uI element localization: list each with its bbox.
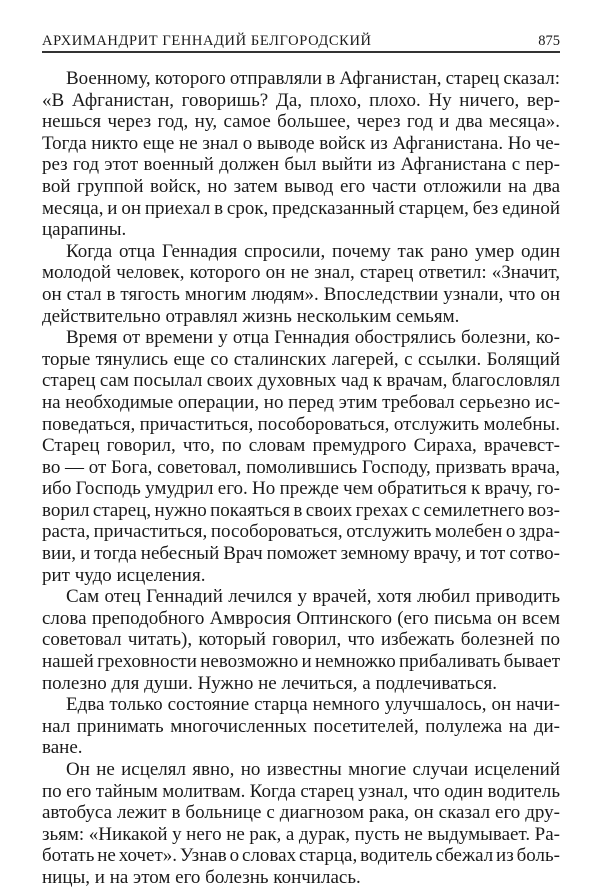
- text-line: он стал в тягость многим людям». Впоследствии узнали, что он: [42, 283, 560, 305]
- text-line: рит чудо исцеления.: [42, 564, 206, 586]
- text-line: на необходимые операции, но перед этим требовал серьезно ис-: [42, 391, 560, 413]
- running-title: АРХИМАНДРИТ ГЕННАДИЙ БЕЛГОРОДСКИЙ: [42, 33, 372, 49]
- text-line: ницы, и на этом его болезнь кончилась.: [42, 866, 361, 888]
- text-line: молодой человек, которого он не знал, старец ответил: «Значит,: [42, 262, 560, 284]
- text-line: зьям: «Никакой у него не рак, а дурак, пусть не выдумывает. Ра-: [42, 823, 560, 845]
- text-line: Он не исцелял явно, но известны многие случаи исцелений: [66, 759, 560, 780]
- page-number: 875: [538, 33, 560, 49]
- text-line: месяца, и он приехал в срок, предсказанный старцем, без единой: [42, 197, 560, 219]
- page-body-text: [42, 68, 560, 889]
- paragraph: [42, 241, 560, 327]
- text-line: царапины.: [42, 219, 127, 241]
- text-line: вии, и тогда небесный Врач поможет земному врачу, и тот сотво-: [42, 543, 560, 565]
- text-line: по его тайным молитвам. Когда старец узнал, что один водитель: [42, 780, 560, 802]
- paragraph: [42, 68, 560, 241]
- text-line: нал принимать многочисленных посетителей, полулежа на ди-: [42, 715, 560, 737]
- text-line: ботать не хочет». Узнав о словах старца, водитель сбежал из боль-: [42, 845, 560, 867]
- text-line: Время от времени у отца Геннадия обострялись болезни, ко-: [66, 327, 560, 349]
- text-line: полезно для души. Нужно не лечиться, а подлечиваться.: [42, 672, 497, 694]
- text-line: Военному, которого отправляли в Афганистан, старец сказал:: [66, 68, 560, 89]
- text-line: слова преподобного Амвросия Оптинского (его письма он всем: [42, 607, 560, 629]
- text-line: нешься через год, ну, самое большее, через год и два месяца».: [42, 111, 560, 133]
- text-line: старец сам посылал своих духовных чад к врачам, благословлял: [42, 370, 560, 392]
- text-line: «В Афганистан, говоришь? Да, плохо, плохо. Ну ничего, вер-: [42, 89, 560, 111]
- text-line: Тогда никто еще не знал о выводе войск из Афганистана. Но че-: [42, 132, 560, 154]
- text-line: Сам отец Геннадий лечился у врачей, хотя любил приводить: [66, 586, 560, 608]
- paragraph: [42, 694, 560, 759]
- text-line: рез год этот военный должен был выйти из Афганистана с пер-: [42, 154, 560, 176]
- text-line: автобуса лежит в больнице с диагнозом рака, он сказал его дру-: [42, 802, 560, 824]
- text-line: ворил старец, нужно покаяться в своих грехах с семилетнего воз-: [42, 499, 560, 521]
- text-line: вой группой войск, но затем вывод его части отложили на два: [42, 175, 560, 197]
- text-line: Едва только состояние старца немного улучшалось, он начи-: [66, 694, 560, 716]
- text-line: поведаться, причаститься, пособороваться, отслужить молебны.: [42, 413, 560, 435]
- text-line: торые тянулись еще со сталинских лагерей, с ссылки. Болящий: [42, 348, 560, 370]
- text-line: Старец говорил, что, по словам премудрого Сираха, врачевст-: [42, 435, 560, 457]
- paragraph: [42, 327, 560, 586]
- text-line: нашей греховности невозможно и немножко прибаливать бывает: [42, 651, 560, 673]
- text-line: Когда отца Геннадия спросили, почему так рано умер один: [66, 240, 560, 262]
- text-line: раста, причаститься, пособороваться, отслужить молебен о здра-: [42, 521, 560, 543]
- running-header: [42, 33, 560, 53]
- paragraph: [42, 586, 560, 694]
- text-line: ване.: [42, 737, 83, 759]
- text-line: советовал читать), который говорил, что избежать болезней по: [42, 629, 560, 651]
- text-line: действительно отравлял жизнь нескольким семьям.: [42, 305, 460, 327]
- paragraph: [42, 759, 560, 889]
- text-line: во — от Бога, советовал, помолившись Господу, призвать врача,: [42, 456, 560, 478]
- text-line: ибо Господь умудрил его. Но прежде чем обратиться к врачу, го-: [42, 478, 560, 500]
